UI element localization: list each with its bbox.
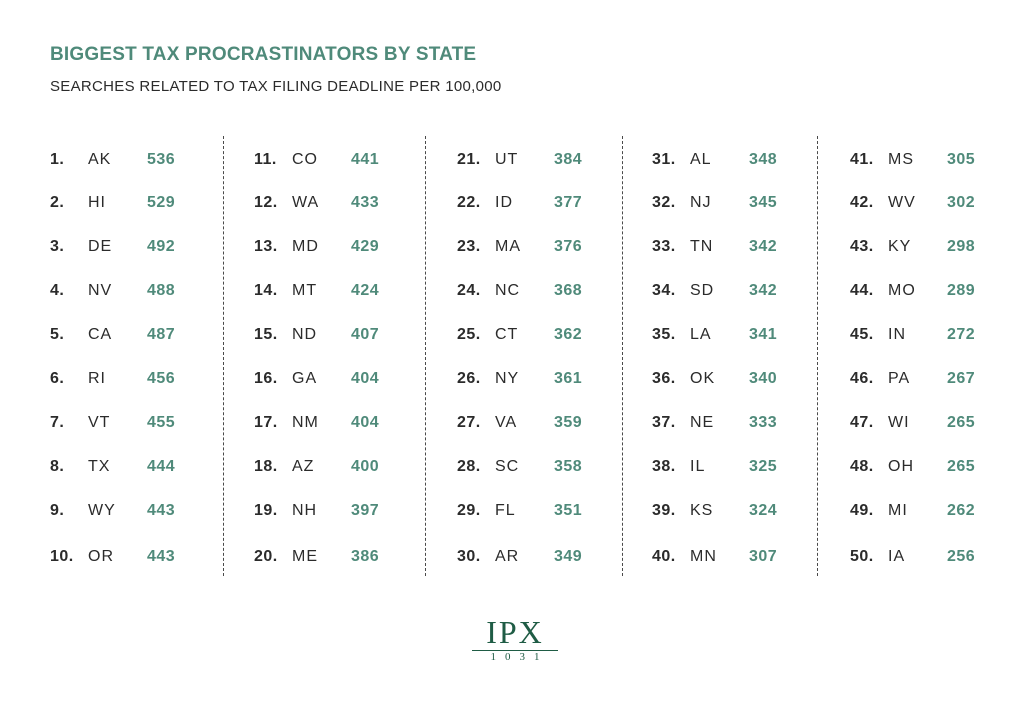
rank-label: 41. <box>850 151 874 168</box>
state-label: AZ <box>292 458 315 475</box>
rank-label: 29. <box>457 502 481 519</box>
table-row <box>457 546 647 568</box>
table-row <box>457 192 647 214</box>
rank-label: 40. <box>652 548 676 565</box>
state-label: SD <box>690 282 715 299</box>
rank-label: 39. <box>652 502 676 519</box>
rank-label: 47. <box>850 414 874 431</box>
rank-label: 42. <box>850 194 874 211</box>
table-row <box>850 412 1024 434</box>
table-row <box>50 280 240 302</box>
rank-label: 13. <box>254 238 278 255</box>
rank-label: 45. <box>850 326 874 343</box>
table-row <box>50 236 240 258</box>
value-label: 305 <box>947 151 976 168</box>
ipx-logo <box>470 615 560 664</box>
rank-label: 33. <box>652 238 676 255</box>
rank-label: 5. <box>50 326 65 343</box>
table-row <box>50 192 240 214</box>
value-label: 487 <box>147 326 176 343</box>
value-label: 444 <box>147 458 176 475</box>
value-label: 324 <box>749 502 778 519</box>
state-label: IL <box>690 458 706 475</box>
chart-subtitle: SEARCHES RELATED TO TAX FILING DEADLINE PER 100,000 <box>50 78 502 95</box>
value-label: 536 <box>147 151 176 168</box>
value-label: 455 <box>147 414 176 431</box>
state-label: SC <box>495 458 520 475</box>
state-label: ID <box>495 194 513 211</box>
column-divider <box>622 136 623 576</box>
rank-label: 15. <box>254 326 278 343</box>
state-label: ME <box>292 548 318 565</box>
rank-label: 19. <box>254 502 278 519</box>
value-label: 529 <box>147 194 176 211</box>
value-label: 377 <box>554 194 583 211</box>
state-label: HI <box>88 194 106 211</box>
state-label: TN <box>690 238 714 255</box>
value-label: 341 <box>749 326 778 343</box>
state-label: KY <box>888 238 912 255</box>
value-label: 368 <box>554 282 583 299</box>
table-row <box>652 456 842 478</box>
state-label: PA <box>888 370 911 387</box>
table-row <box>850 149 1024 171</box>
table-row <box>457 412 647 434</box>
rank-label: 46. <box>850 370 874 387</box>
state-label: NJ <box>690 194 712 211</box>
value-label: 443 <box>147 548 176 565</box>
state-label: NV <box>88 282 113 299</box>
state-label: MD <box>292 238 319 255</box>
rank-label: 12. <box>254 194 278 211</box>
rank-label: 3. <box>50 238 65 255</box>
value-label: 400 <box>351 458 380 475</box>
value-label: 340 <box>749 370 778 387</box>
rank-label: 16. <box>254 370 278 387</box>
value-label: 386 <box>351 548 380 565</box>
rank-label: 7. <box>50 414 65 431</box>
value-label: 302 <box>947 194 976 211</box>
table-row <box>652 236 842 258</box>
value-label: 345 <box>749 194 778 211</box>
value-label: 456 <box>147 370 176 387</box>
state-label: VA <box>495 414 518 431</box>
rank-label: 35. <box>652 326 676 343</box>
table-row <box>652 412 842 434</box>
state-label: CT <box>495 326 519 343</box>
table-row <box>254 192 444 214</box>
rank-label: 20. <box>254 548 278 565</box>
value-label: 265 <box>947 458 976 475</box>
rank-label: 1. <box>50 151 65 168</box>
rank-label: 22. <box>457 194 481 211</box>
rank-label: 49. <box>850 502 874 519</box>
state-label: MI <box>888 502 908 519</box>
value-label: 272 <box>947 326 976 343</box>
state-label: VT <box>88 414 111 431</box>
rank-label: 21. <box>457 151 481 168</box>
rank-label: 32. <box>652 194 676 211</box>
state-label: NE <box>690 414 715 431</box>
rank-label: 37. <box>652 414 676 431</box>
table-row <box>254 368 444 390</box>
rank-label: 30. <box>457 548 481 565</box>
rank-label: 48. <box>850 458 874 475</box>
value-label: 358 <box>554 458 583 475</box>
value-label: 349 <box>554 548 583 565</box>
table-row <box>457 500 647 522</box>
value-label: 429 <box>351 238 380 255</box>
value-label: 361 <box>554 370 583 387</box>
table-row <box>850 368 1024 390</box>
column-divider <box>425 136 426 576</box>
state-label: WV <box>888 194 916 211</box>
value-label: 307 <box>749 548 778 565</box>
table-row <box>254 280 444 302</box>
state-label: DE <box>88 238 113 255</box>
table-row <box>652 546 842 568</box>
logo-subtext: 1031 <box>490 651 549 663</box>
rank-label: 34. <box>652 282 676 299</box>
state-label: CA <box>88 326 113 343</box>
value-label: 262 <box>947 502 976 519</box>
state-label: TX <box>88 458 111 475</box>
table-row <box>850 456 1024 478</box>
rank-label: 18. <box>254 458 278 475</box>
value-label: 488 <box>147 282 176 299</box>
value-label: 492 <box>147 238 176 255</box>
state-label: AK <box>88 151 112 168</box>
rank-label: 44. <box>850 282 874 299</box>
value-label: 404 <box>351 414 380 431</box>
state-label: NC <box>495 282 521 299</box>
rank-label: 24. <box>457 282 481 299</box>
column-divider <box>817 136 818 576</box>
state-label: MA <box>495 238 521 255</box>
table-row <box>254 236 444 258</box>
state-label: OR <box>88 548 114 565</box>
table-row <box>457 236 647 258</box>
value-label: 424 <box>351 282 380 299</box>
rank-label: 38. <box>652 458 676 475</box>
table-row <box>850 192 1024 214</box>
value-label: 265 <box>947 414 976 431</box>
rank-label: 25. <box>457 326 481 343</box>
value-label: 348 <box>749 151 778 168</box>
logo-wordmark: IPX <box>486 614 544 650</box>
table-row <box>652 324 842 346</box>
value-label: 362 <box>554 326 583 343</box>
value-label: 404 <box>351 370 380 387</box>
table-row <box>254 456 444 478</box>
table-row <box>652 500 842 522</box>
state-label: AR <box>495 548 520 565</box>
value-label: 267 <box>947 370 976 387</box>
rank-label: 8. <box>50 458 65 475</box>
state-label: LA <box>690 326 712 343</box>
state-label: WI <box>888 414 910 431</box>
state-label: RI <box>88 370 106 387</box>
chart-title: BIGGEST TAX PROCRASTINATORS BY STATE <box>50 44 477 65</box>
value-label: 384 <box>554 151 583 168</box>
state-label: MO <box>888 282 916 299</box>
state-label: IA <box>888 548 906 565</box>
value-label: 359 <box>554 414 583 431</box>
table-row <box>254 412 444 434</box>
rank-label: 17. <box>254 414 278 431</box>
rank-label: 9. <box>50 502 65 519</box>
table-row <box>850 236 1024 258</box>
table-row <box>457 149 647 171</box>
table-row <box>50 546 240 568</box>
value-label: 397 <box>351 502 380 519</box>
table-row <box>457 456 647 478</box>
value-label: 298 <box>947 238 976 255</box>
value-label: 376 <box>554 238 583 255</box>
table-row <box>457 368 647 390</box>
state-label: AL <box>690 151 712 168</box>
rank-label: 6. <box>50 370 65 387</box>
rank-label: 36. <box>652 370 676 387</box>
state-label: MN <box>690 548 717 565</box>
value-label: 443 <box>147 502 176 519</box>
rank-label: 50. <box>850 548 874 565</box>
table-row <box>254 149 444 171</box>
state-label: OK <box>690 370 716 387</box>
value-label: 441 <box>351 151 380 168</box>
rank-label: 23. <box>457 238 481 255</box>
table-row <box>254 546 444 568</box>
table-row <box>850 324 1024 346</box>
rank-label: 31. <box>652 151 676 168</box>
table-row <box>457 324 647 346</box>
state-label: GA <box>292 370 318 387</box>
table-row <box>254 500 444 522</box>
value-label: 433 <box>351 194 380 211</box>
table-row <box>50 368 240 390</box>
rank-label: 28. <box>457 458 481 475</box>
table-row <box>457 280 647 302</box>
value-label: 351 <box>554 502 583 519</box>
table-row <box>652 280 842 302</box>
rank-label: 10. <box>50 548 74 565</box>
table-row <box>50 324 240 346</box>
value-label: 342 <box>749 238 778 255</box>
table-row <box>50 500 240 522</box>
rank-label: 4. <box>50 282 65 299</box>
state-label: OH <box>888 458 914 475</box>
table-row <box>850 546 1024 568</box>
state-label: NH <box>292 502 318 519</box>
table-row <box>652 368 842 390</box>
value-label: 342 <box>749 282 778 299</box>
state-label: NY <box>495 370 520 387</box>
rank-label: 43. <box>850 238 874 255</box>
value-label: 333 <box>749 414 778 431</box>
value-label: 407 <box>351 326 380 343</box>
state-label: UT <box>495 151 519 168</box>
table-row <box>652 149 842 171</box>
table-row <box>850 280 1024 302</box>
state-label: WA <box>292 194 320 211</box>
state-label: WY <box>88 502 116 519</box>
table-row <box>652 192 842 214</box>
state-label: CO <box>292 151 318 168</box>
column-divider <box>223 136 224 576</box>
state-label: MS <box>888 151 914 168</box>
state-label: NM <box>292 414 319 431</box>
rank-label: 27. <box>457 414 481 431</box>
state-label: KS <box>690 502 714 519</box>
table-row <box>254 324 444 346</box>
table-row <box>50 412 240 434</box>
table-row <box>50 456 240 478</box>
state-label: ND <box>292 326 318 343</box>
value-label: 325 <box>749 458 778 475</box>
value-label: 289 <box>947 282 976 299</box>
rank-label: 26. <box>457 370 481 387</box>
state-label: IN <box>888 326 906 343</box>
table-row <box>850 500 1024 522</box>
rank-label: 14. <box>254 282 278 299</box>
state-label: FL <box>495 502 516 519</box>
table-row <box>50 149 240 171</box>
rank-label: 11. <box>254 151 277 168</box>
rank-label: 2. <box>50 194 65 211</box>
value-label: 256 <box>947 548 976 565</box>
state-label: MT <box>292 282 318 299</box>
